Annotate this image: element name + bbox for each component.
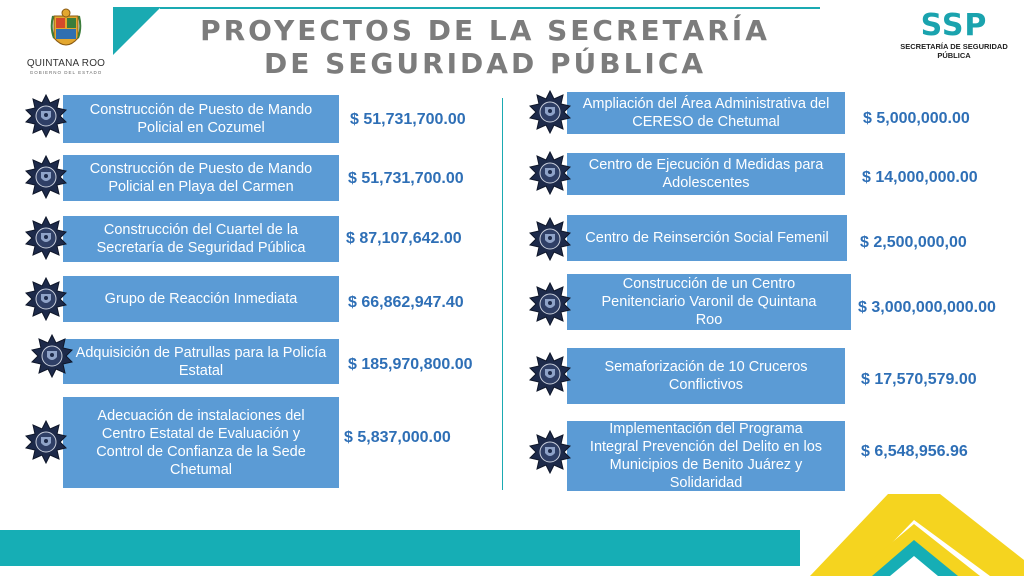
project-amount: $ 87,107,642.00 — [346, 230, 462, 247]
project-name: Ampliación del Área Administrativa del CERESO de Chetumal — [567, 92, 845, 134]
ssp-logo-line2: PÚBLICA — [937, 51, 971, 60]
decorative-corner-chevrons — [790, 490, 1024, 576]
project-name: Construcción de Puesto de Mando Policial en Playa del Carmen — [63, 155, 339, 201]
logo-left-name: QUINTANA ROO — [26, 58, 106, 69]
police-badge-icon — [24, 420, 68, 464]
project-amount: $ 5,000,000.00 — [863, 110, 970, 127]
quintana-roo-logo — [18, 6, 114, 78]
page-title — [180, 14, 790, 80]
project-amount: $ 3,000,000,000.00 — [858, 299, 996, 316]
project-amount: $ 185,970,800.00 — [348, 356, 473, 373]
police-badge-icon — [528, 282, 572, 326]
page-title-line2: DE SEGURIDAD PÚBLICA — [263, 47, 707, 80]
project-amount: $ 5,837,000.00 — [344, 429, 451, 446]
project-amount: $ 6,548,956.96 — [861, 443, 968, 460]
project-name: Adecuación de instalaciones del Centro Estatal de Evaluación y Control de Confianza de la Sede Chetumal — [63, 397, 339, 488]
project-name: Construcción de Puesto de Mando Policial en Cozumel — [63, 95, 339, 143]
project-name: Construcción de un Centro Penitenciario Varonil de Quintana Roo — [567, 274, 851, 330]
police-badge-icon — [24, 216, 68, 260]
page-title-line1: PROYECTOS DE LA SECRETARÍA — [200, 14, 770, 47]
coat-of-arms-icon — [50, 8, 82, 54]
police-badge-icon — [24, 155, 68, 199]
project-amount: $ 51,731,700.00 — [348, 170, 464, 187]
project-name: Centro de Ejecución d Medidas para Adolescentes — [567, 153, 845, 195]
police-badge-icon — [24, 277, 68, 321]
project-amount: $ 17,570,579.00 — [861, 371, 977, 388]
police-badge-icon — [528, 90, 572, 134]
police-badge-icon — [528, 217, 572, 261]
footer-band — [0, 530, 800, 566]
police-badge-icon — [30, 334, 74, 378]
ssp-logo-acronym: SSP — [920, 8, 988, 43]
police-badge-icon — [528, 352, 572, 396]
project-name: Grupo de Reacción Inmediata — [63, 276, 339, 322]
project-amount: $ 14,000,000.00 — [862, 169, 978, 186]
project-name: Implementación del Programa Integral Prevención del Delito en los Municipios de Benito Juárez y Solidaridad — [567, 421, 845, 491]
ssp-logo — [898, 10, 1010, 60]
police-badge-icon — [528, 151, 572, 195]
police-badge-icon — [528, 430, 572, 474]
project-amount: $ 51,731,700.00 — [350, 111, 466, 128]
logo-left-subtitle: GOBIERNO DEL ESTADO — [29, 70, 103, 75]
ssp-logo-line1: SECRETARÍA DE SEGURIDAD — [900, 42, 1008, 51]
project-name: Semaforización de 10 Cruceros Conflictivos — [567, 348, 845, 404]
header-accent-line — [160, 7, 820, 9]
police-badge-icon — [24, 94, 68, 138]
project-amount: $ 66,862,947.40 — [348, 294, 464, 311]
project-name: Adquisición de Patrullas para la Policía Estatal — [63, 339, 339, 384]
project-name: Centro de Reinserción Social Femenil — [567, 215, 847, 261]
project-amount: $ 2,500,000,00 — [860, 234, 967, 251]
column-divider — [502, 98, 503, 490]
header-accent-triangle — [113, 7, 161, 55]
project-name: Construcción del Cuartel de la Secretaría de Seguridad Pública — [63, 216, 339, 262]
